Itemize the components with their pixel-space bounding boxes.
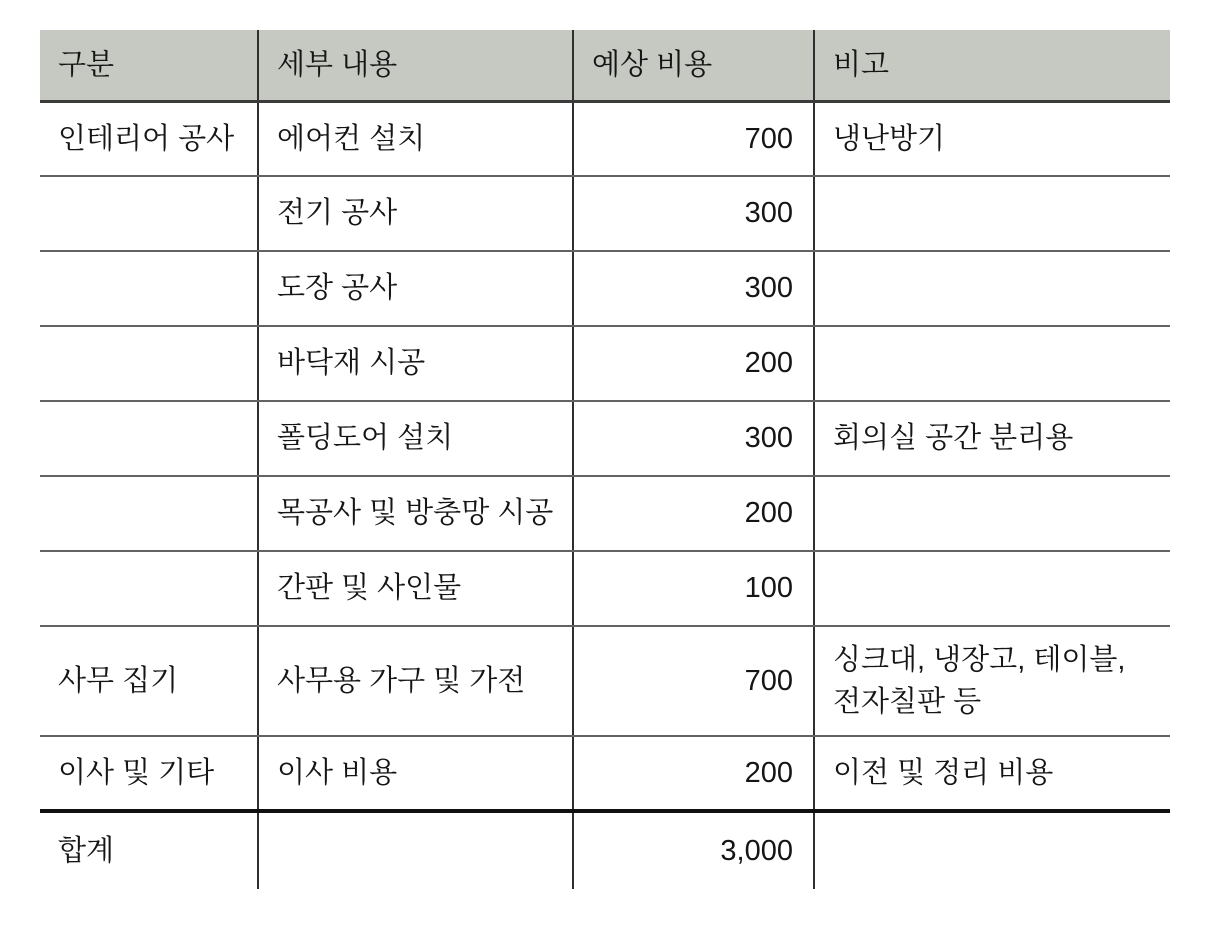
cell-category: 사무 집기 [40,626,258,736]
cell-detail [258,811,573,889]
table-row [40,176,1170,251]
table-row [40,736,1170,811]
cell-category [40,476,258,551]
cell-note [814,551,1170,626]
cell-category: 합계 [40,811,258,889]
table-row [40,326,1170,401]
cell-detail: 바닥재 시공 [258,326,573,401]
cell-category [40,401,258,476]
cell-category [40,251,258,326]
cell-note [814,176,1170,251]
cell-note: 싱크대, 냉장고, 테이블, 전자칠판 등 [814,626,1170,736]
cell-category [40,551,258,626]
cell-note [814,811,1170,889]
cell-note: 이전 및 정리 비용 [814,736,1170,811]
cell-cost: 200 [573,326,814,401]
column-header-category: 구분 [40,30,258,101]
table-row [40,101,1170,176]
cell-cost: 200 [573,736,814,811]
cell-cost: 300 [573,401,814,476]
cell-note [814,476,1170,551]
cell-detail: 폴딩도어 설치 [258,401,573,476]
table-row [40,476,1170,551]
cell-cost: 3,000 [573,811,814,889]
cell-cost: 100 [573,551,814,626]
cell-category: 이사 및 기타 [40,736,258,811]
budget-table [40,30,1170,889]
cell-cost: 200 [573,476,814,551]
column-header-detail: 세부 내용 [258,30,573,101]
cell-note: 회의실 공간 분리용 [814,401,1170,476]
column-header-note: 비고 [814,30,1170,101]
table-body [40,101,1170,889]
cell-detail: 도장 공사 [258,251,573,326]
cell-detail: 간판 및 사인물 [258,551,573,626]
column-header-cost: 예상 비용 [573,30,814,101]
cell-note [814,251,1170,326]
cell-detail: 사무용 가구 및 가전 [258,626,573,736]
cell-cost: 300 [573,176,814,251]
total-row [40,811,1170,889]
table-row [40,251,1170,326]
table-row [40,401,1170,476]
cell-cost: 700 [573,101,814,176]
table-row [40,551,1170,626]
cell-cost: 700 [573,626,814,736]
cell-category: 인테리어 공사 [40,101,258,176]
cell-cost: 300 [573,251,814,326]
header-row [40,30,1170,101]
cell-note [814,326,1170,401]
cell-detail: 목공사 및 방충망 시공 [258,476,573,551]
table-row [40,626,1170,736]
cell-detail: 전기 공사 [258,176,573,251]
cell-detail: 에어컨 설치 [258,101,573,176]
cell-category [40,326,258,401]
cell-note: 냉난방기 [814,101,1170,176]
cell-detail: 이사 비용 [258,736,573,811]
cell-category [40,176,258,251]
